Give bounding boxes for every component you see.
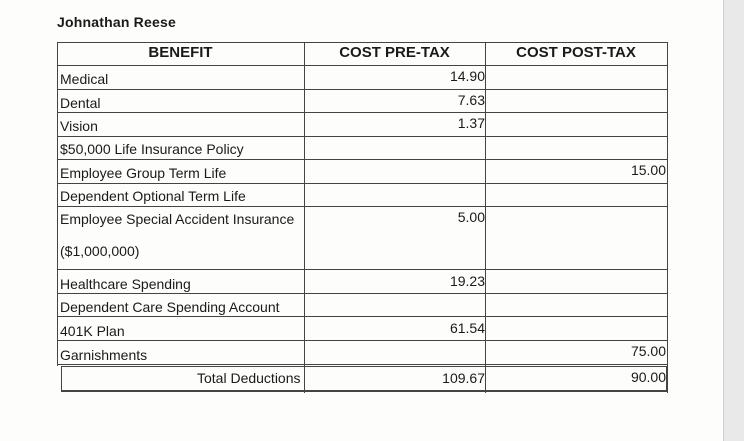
post-tax-value: 15.00 [630,162,666,178]
benefit-label: Healthcare Spending [60,276,191,292]
row-divider [57,183,668,184]
total-deductions-label: Total Deductions [197,370,301,386]
benefit-label: Garnishments [60,347,148,363]
page-edge [723,0,744,441]
row-divider [57,65,668,66]
column-divider [485,42,486,393]
benefit-label: $50,000 Life Insurance Policy [60,141,244,157]
benefit-label: Vision [60,118,98,134]
total-pre-tax: 109.67 [442,370,485,386]
table-border-right [667,42,668,393]
employee-name: Johnathan Reese [57,14,176,30]
benefit-label: Employee Group Term Life [60,165,227,181]
row-divider [57,340,668,341]
header-cost-post-tax: COST POST-TAX [516,44,636,61]
pre-tax-value: 7.63 [457,92,485,108]
benefit-label: Employee Special Accident Insurance [60,211,295,227]
benefit-label-continued: ($1,000,000) [60,243,140,259]
pre-tax-value: 5.00 [457,209,485,225]
benefit-label: Dependent Optional Term Life [60,188,246,204]
total-row [61,366,667,392]
pre-tax-value: 19.23 [449,273,485,289]
row-divider [57,316,668,317]
pre-tax-value: 1.37 [457,115,485,131]
total-post-tax: 90.00 [630,369,666,385]
row-divider [57,89,668,90]
row-divider [57,206,668,207]
benefits-table [57,42,668,393]
row-divider [57,112,668,113]
table-border-top [57,42,668,43]
row-divider [57,364,668,365]
pre-tax-value: 61.54 [449,320,485,336]
header-cost-pre-tax: COST PRE-TAX [339,44,450,61]
row-divider [57,293,668,294]
row-divider [57,136,668,137]
benefit-label: Dental [60,95,101,111]
pre-tax-value: 14.90 [449,68,485,84]
benefit-label: 401K Plan [60,323,125,339]
benefit-label: Dependent Care Spending Account [60,299,280,315]
column-divider [304,42,305,393]
row-divider [57,159,668,160]
post-tax-value: 75.00 [630,343,666,359]
table-border-left [57,42,58,366]
benefit-label: Medical [60,71,109,87]
row-divider [57,269,668,270]
header-benefit: BENEFIT [148,44,213,61]
